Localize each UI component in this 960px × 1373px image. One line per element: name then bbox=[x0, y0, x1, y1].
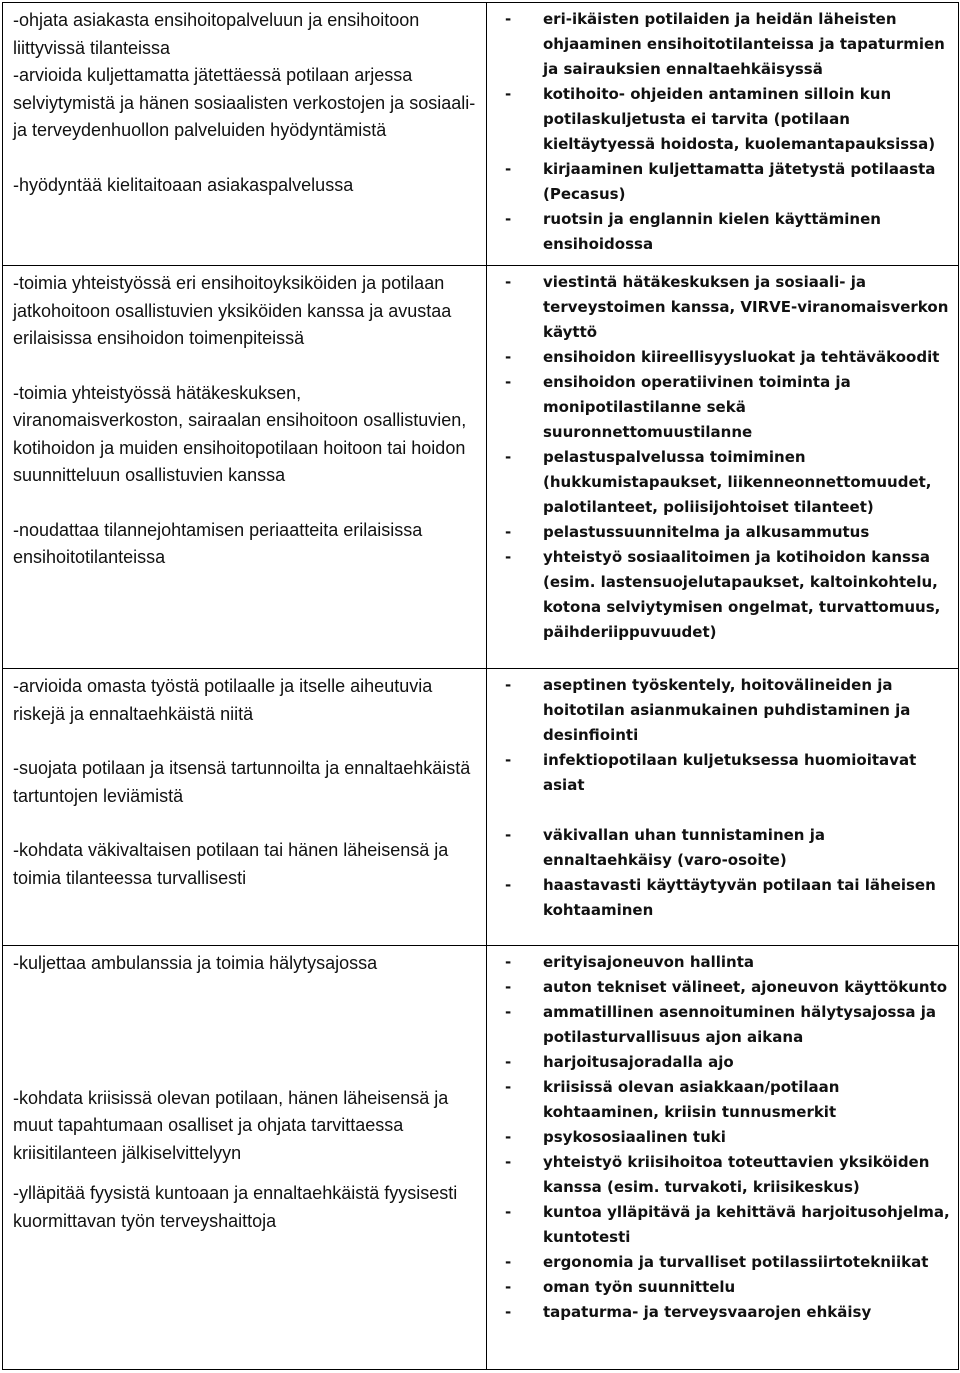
skill-text: -kuljettaa ambulanssia ja toimia hälytysajossa bbox=[13, 953, 378, 973]
skill-text: -noudattaa tilannejohtamisen periaatteita erilaisissa ensihoitotilanteissa bbox=[13, 519, 423, 567]
list-dash: - bbox=[505, 1128, 512, 1146]
list-item bbox=[505, 7, 950, 82]
list-item bbox=[505, 1200, 950, 1250]
list-item-text: pelastuspalvelussa toimiminen (hukkumistapaukset, liikenneonnettomuudet, palotilanteet, poliisijohtoiset tilanteet) bbox=[543, 448, 932, 516]
list-item bbox=[505, 157, 950, 207]
list-item-text: kotihoito- ohjeiden antaminen silloin kun potilaskuljetusta ei tarvita (potilaan kieltäytyessä hoidosta, kuolemantapauksissa) bbox=[543, 85, 936, 153]
list-item-text: auton tekniset välineet, ajoneuvon käyttökunto bbox=[543, 978, 948, 996]
list-item-text: aseptinen työskentely, hoitovälineiden ja hoitotilan asianmukainen puhdistaminen ja desinfiointi bbox=[543, 676, 911, 744]
list-item bbox=[505, 748, 950, 798]
skill-text: -arvioida omasta työstä potilaalle ja itselle aiheutuvia riskejä ja ennaltaehkäistä niitä bbox=[13, 676, 433, 724]
list-dash: - bbox=[505, 348, 512, 366]
list-item-text: psykososiaalinen tuki bbox=[543, 1128, 726, 1146]
list-dash: - bbox=[505, 273, 512, 291]
list-item bbox=[505, 207, 950, 257]
list-dash: - bbox=[505, 523, 512, 541]
list-item-text: ammatillinen asennoituminen hälytysajossa ja potilasturvallisuus ajon aikana bbox=[543, 1003, 937, 1046]
list-item-text: erityisajoneuvon hallinta bbox=[543, 953, 755, 971]
table-row bbox=[3, 266, 959, 669]
list-item-text: kriisissä olevan asiakkaan/potilaan kohtaaminen, kriisin tunnusmerkit bbox=[543, 1078, 840, 1121]
list-dash: - bbox=[505, 448, 512, 466]
list-dash: - bbox=[505, 751, 512, 769]
list-item bbox=[505, 823, 950, 873]
list-item bbox=[505, 345, 950, 370]
skill-text: -suojata potilaan ja itsensä tartunnoilta ja ennaltaehkäistä tartuntojen leviämistä bbox=[13, 758, 471, 806]
list-dash: - bbox=[505, 1053, 512, 1071]
list-dash: - bbox=[505, 1253, 512, 1271]
list-item-text: tapaturma- ja terveysvaarojen ehkäisy bbox=[543, 1303, 872, 1321]
list-dash: - bbox=[505, 1303, 512, 1321]
list-item-text: ensihoidon kiireellisyysluokat ja tehtäväkoodit bbox=[543, 348, 940, 366]
content-cell bbox=[487, 3, 959, 266]
content-cell bbox=[487, 266, 959, 669]
list-item bbox=[505, 270, 950, 345]
skill-text: -hyödyntää kielitaitoaan asiakaspalvelussa bbox=[13, 174, 354, 195]
table-row bbox=[3, 946, 959, 1370]
list-item bbox=[505, 1125, 950, 1150]
list-dash: - bbox=[505, 676, 512, 694]
list-dash: - bbox=[505, 978, 512, 996]
list-item bbox=[505, 1050, 950, 1075]
skill-cell bbox=[3, 3, 487, 266]
list-item-text: oman työn suunnittelu bbox=[543, 1278, 736, 1296]
skill-cell bbox=[3, 946, 487, 1370]
list-item-text: harjoitusajoradalla ajo bbox=[543, 1053, 734, 1071]
list-dash: - bbox=[505, 373, 512, 391]
list-item bbox=[505, 545, 950, 645]
list-dash: - bbox=[505, 1003, 512, 1021]
list-item bbox=[505, 673, 950, 748]
skill-text: -toimia yhteistyössä hätäkeskuksen, viranomaisverkoston, sairaalan ensihoitoon osallistuvien, kotihoidon ja muiden ensihoitopotilaan hoitoon tai hoidon suunnitteluun osallistuvien kanssa bbox=[13, 382, 467, 485]
list-item-text: eri-ikäisten potilaiden ja heidän läheisten ohjaaminen ensihoitotilanteissa ja tapaturmien ja sairauksien ennaltaehkäisyssä bbox=[543, 10, 945, 78]
table-row bbox=[3, 3, 959, 266]
content-cell bbox=[487, 669, 959, 946]
list-dash: - bbox=[505, 210, 512, 228]
list-dash: - bbox=[505, 1078, 512, 1096]
list-item-text: pelastussuunnitelma ja alkusammutus bbox=[543, 523, 870, 541]
list-item bbox=[505, 950, 950, 975]
list-dash: - bbox=[505, 876, 512, 894]
skill-text: -ohjata asiakasta ensihoitopalveluun ja ensihoitoon liittyvissä tilanteissa -arvioida kuljettamatta jätettäessä potilaan arjessa selviytymistä ja hänen sosiaalisten verkostojen ja sosiaali- ja terveydenhuollon palveluiden hyödyntämistä bbox=[13, 10, 476, 140]
list-item bbox=[505, 1075, 950, 1125]
list-item-text: yhteistyö kriisihoitoa toteuttavien yksiköiden kanssa (esim. turvakoti, kriisikeskus) bbox=[543, 1153, 930, 1196]
list-item bbox=[505, 1275, 950, 1300]
list-item bbox=[505, 82, 950, 157]
skill-text: -ylläpitää fyysistä kuntoaan ja ennaltaehkäistä fyysisesti kuormittavan työn terveyshaittoja bbox=[13, 1183, 458, 1231]
list-item bbox=[505, 1300, 950, 1325]
list-item-text: infektiopotilaan kuljetuksessa huomioitavat asiat bbox=[543, 751, 917, 794]
list-dash: - bbox=[505, 85, 512, 103]
list-item bbox=[505, 1250, 950, 1275]
list-dash: - bbox=[505, 826, 512, 844]
list-dash: - bbox=[505, 1153, 512, 1171]
list-dash: - bbox=[505, 1203, 512, 1221]
list-item-text: ensihoidon operatiivinen toiminta ja monipotilastilanne sekä suuronnettomuustilanne bbox=[543, 373, 851, 441]
list-item bbox=[505, 445, 950, 520]
list-item-text: kuntoa ylläpitävä ja kehittävä harjoitusohjelma, kuntotesti bbox=[543, 1203, 950, 1246]
list-dash: - bbox=[505, 160, 512, 178]
list-item bbox=[505, 370, 950, 445]
list-item-text: väkivallan uhan tunnistaminen ja ennaltaehkäisy (varo-osoite) bbox=[543, 826, 825, 869]
list-item bbox=[505, 975, 950, 1000]
list-item-text: haastavasti käyttäytyvän potilaan tai läheisen kohtaaminen bbox=[543, 876, 936, 919]
content-cell bbox=[487, 946, 959, 1370]
skill-text: -kohdata kriisissä olevan potilaan, hänen läheisensä ja muut tapahtumaan osalliset ja ohjata tarvittaessa kriisitilanteen jälkiselvittelyyn bbox=[13, 1087, 449, 1163]
list-item-text: kirjaaminen kuljettamatta jätetystä potilaasta (Pecasus) bbox=[543, 160, 936, 203]
list-item bbox=[505, 1150, 950, 1200]
list-item bbox=[505, 1000, 950, 1050]
table-row bbox=[3, 669, 959, 946]
skill-text: -toimia yhteistyössä eri ensihoitoyksiköiden ja potilaan jatkohoitoon osallistuvien yksiköiden kanssa ja avustaa erilaisissa ensihoidon toimenpiteissä bbox=[13, 273, 452, 348]
list-dash: - bbox=[505, 953, 512, 971]
skill-cell bbox=[3, 266, 487, 669]
list-item bbox=[505, 873, 950, 923]
list-item-text: yhteistyö sosiaalitoimen ja kotihoidon kanssa (esim. lastensuojelutapaukset, kaltoinkohtelu, kotona selviytymisen ongelmat, turvattomuus, päihderiippuvuudet) bbox=[543, 548, 941, 641]
list-item-text: ruotsin ja englannin kielen käyttäminen ensihoidossa bbox=[543, 210, 881, 253]
list-item-text: viestintä hätäkeskuksen ja sosiaali- ja terveystoimen kanssa, VIRVE-viranomaisverkon käyttö bbox=[543, 273, 949, 341]
skill-cell bbox=[3, 669, 487, 946]
competence-table bbox=[2, 2, 959, 1370]
list-dash: - bbox=[505, 1278, 512, 1296]
list-dash: - bbox=[505, 10, 512, 28]
list-item bbox=[505, 520, 950, 545]
list-dash: - bbox=[505, 548, 512, 566]
skill-text: -kohdata väkivaltaisen potilaan tai hänen läheisensä ja toimia tilanteessa turvallisesti bbox=[13, 840, 449, 888]
list-item-text: ergonomia ja turvalliset potilassiirtotekniikat bbox=[543, 1253, 929, 1271]
